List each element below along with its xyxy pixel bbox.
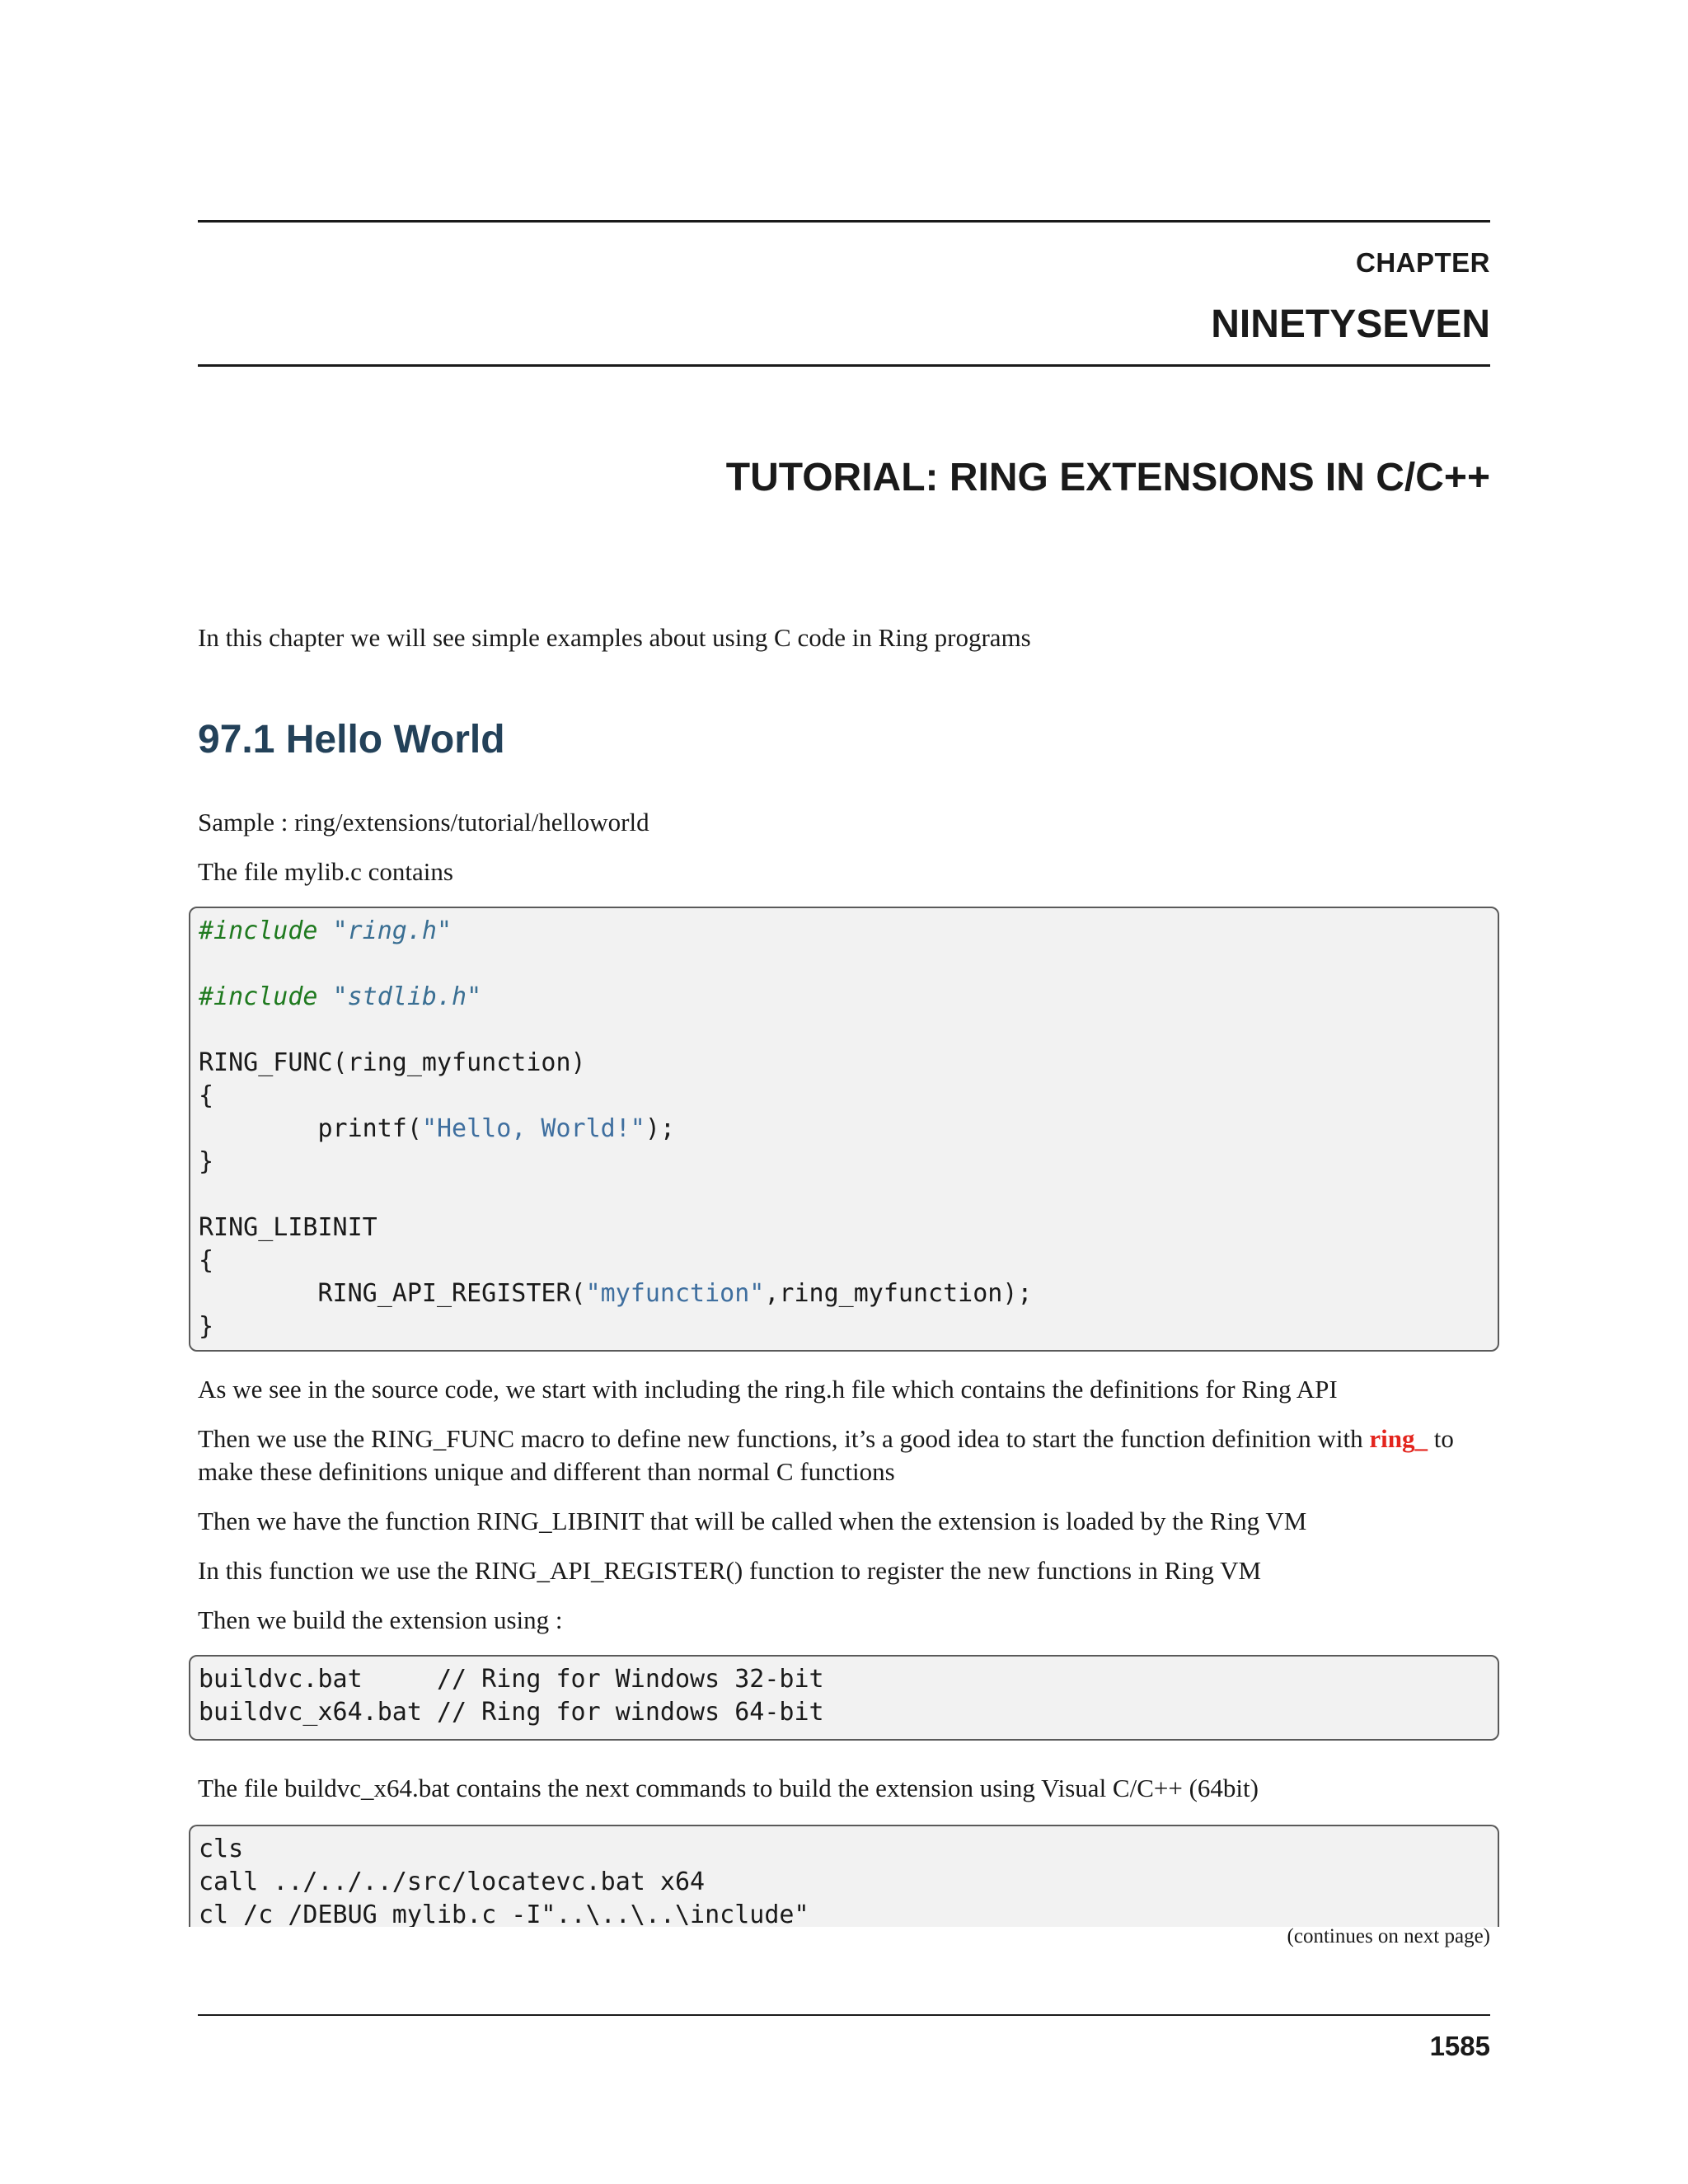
code-include-file: "ring.h": [332, 916, 452, 945]
build-intro: The file buildvc_x64.bat contains the next commands to build the extension using Visual C/C++ (64bit): [198, 1774, 1259, 1802]
chapter-label: CHAPTER: [1355, 247, 1490, 278]
explain-text: to make these definitions unique and different than normal C functions: [198, 1424, 1454, 1486]
explain-paragraph-4: In this function we use the RING_API_REGISTER() function to register the new functions in Ring VM: [198, 1556, 1262, 1585]
chapter-top-rule: [198, 220, 1490, 223]
chapter-title: TUTORIAL: RING EXTENSIONS IN C/C++: [725, 456, 1490, 499]
sample-path: Sample : ring/extensions/tutorial/helloworld: [198, 808, 649, 837]
code-line: {: [199, 1246, 214, 1275]
code-line: RING_LIBINIT: [199, 1213, 377, 1242]
code-line: {: [199, 1081, 214, 1110]
code-block-buildvc-x64: [189, 1825, 1499, 1927]
code-build: [190, 1663, 1498, 1729]
chapter-number: NINETYSEVEN: [1211, 302, 1490, 346]
code-line: RING_FUNC(ring_myfunction): [199, 1048, 586, 1077]
code-line: RING_API_REGISTER(: [199, 1279, 586, 1308]
code-line: printf(: [199, 1114, 422, 1143]
code-line: cls: [199, 1835, 244, 1863]
explain-paragraph-1: As we see in the source code, we start with including the ring.h file which contains the definitions for Ring API: [198, 1375, 1338, 1404]
code-block-mylib: [189, 907, 1499, 1352]
code-line: );: [645, 1114, 675, 1143]
code-line: buildvc_x64.bat // Ring for windows 64-bit: [199, 1698, 824, 1727]
code-line: cl /c /DEBUG mylib.c -I"..\..\..\include": [199, 1900, 809, 1927]
file-intro: The file mylib.c contains: [198, 857, 453, 886]
code-buildvc-x64: [190, 1833, 1498, 1927]
code-block-build: [189, 1655, 1499, 1741]
chapter-bottom-rule: [198, 364, 1490, 367]
footer-rule: [198, 2014, 1490, 2016]
code-line: buildvc.bat // Ring for Windows 32-bit: [199, 1665, 824, 1694]
ring-prefix-highlight: ring_: [1369, 1424, 1428, 1453]
code-line: ,ring_myfunction);: [764, 1279, 1033, 1308]
section-heading: 97.1 Hello World: [198, 718, 505, 762]
code-directive: #include: [199, 982, 318, 1011]
explain-text: Then we use the RING_FUNC macro to define new functions, it’s a good idea to start the function definition with: [198, 1424, 1370, 1453]
code-include-file: "stdlib.h": [332, 982, 482, 1011]
explain-paragraph-2: [198, 1422, 1490, 1488]
continues-note: (continues on next page): [1287, 1925, 1490, 1947]
code-line: call ../../../src/locatevc.bat x64: [199, 1868, 706, 1896]
code-directive: #include: [199, 916, 318, 945]
intro-paragraph: In this chapter we will see simple examples about using C code in Ring programs: [198, 623, 1031, 652]
code-line: }: [199, 1312, 214, 1341]
explain-paragraph-3: Then we have the function RING_LIBINIT that will be called when the extension is loaded by the Ring VM: [198, 1507, 1307, 1535]
code-string: "Hello, World!": [421, 1114, 645, 1143]
explain-paragraph-5: Then we build the extension using :: [198, 1605, 563, 1634]
code-mylib: [190, 915, 1498, 1343]
page-number: 1585: [1429, 2031, 1490, 2061]
code-string: "myfunction": [585, 1279, 765, 1308]
code-line: }: [199, 1147, 214, 1176]
